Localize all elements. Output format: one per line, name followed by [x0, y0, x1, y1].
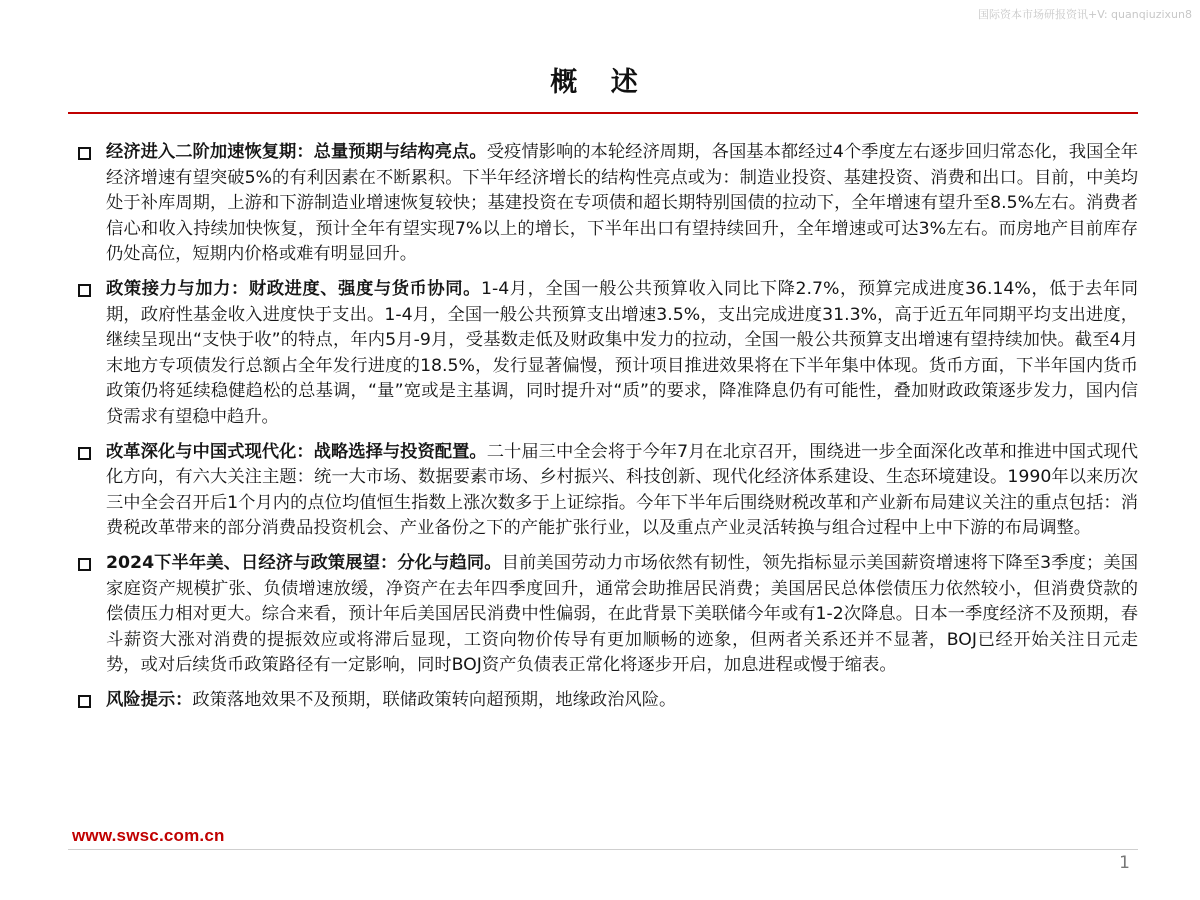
item-heading: 风险提示： — [106, 689, 193, 710]
square-bullet-icon — [78, 147, 91, 160]
page-number: 1 — [1119, 853, 1130, 873]
square-bullet-icon — [78, 447, 91, 460]
square-bullet-icon — [78, 284, 91, 297]
summary-item-us-japan — [76, 551, 1138, 679]
item-body: 二十届三中全会将于今年7月在北京召开，围绕进一步全面深化改革和推进中国式现代化方向，有六大关注主题：统一大市场、数据要素市场、乡村振兴、科技创新、现代化经济体系建设、生态环境建设。1990年以来历次三中全会召开后1个月内的点位均值恒生指数上涨次数多于上证综指。今年下半年后围绕财税改革和产业新布局建议关注的重点包括：消费税改革带来的部分消费品投资机会、产业备份之下的产能扩张行业，以及重点产业灵活转换与组合过程中上中下游的布局调整。 — [106, 441, 1138, 539]
page-title: 概 述 — [550, 67, 650, 98]
watermark-text: 国际资本市场研报资讯+V: quanqiuzixun8 — [977, 8, 1192, 21]
footer-divider — [68, 849, 1138, 850]
summary-item-risk — [76, 688, 1138, 714]
item-heading: 经济进入二阶加速恢复期：总量预期与结构亮点。 — [106, 142, 487, 162]
item-heading: 2024下半年美、日经济与政策展望：分化与趋同。 — [106, 552, 502, 573]
square-bullet-icon — [78, 695, 91, 708]
item-body: 政策落地效果不及预期，联储政策转向超预期，地缘政治风险。 — [192, 689, 677, 710]
summary-item-policy — [76, 277, 1138, 431]
item-heading: 改革深化与中国式现代化：战略选择与投资配置。 — [106, 441, 487, 462]
item-body: 受疫情影响的本轮经济周期，各国基本都经过4个季度左右逐步回归常态化，我国全年经济增速有望突破5%的有利因素在不断累积。下半年经济增长的结构性亮点或为：制造业投资、基建投资、消费和出口。目前，中美均处于补库周期，上游和下游制造业增速恢复较快；基建投资在专项债和超长期特别国债的拉动下，全年增速有望升至8.5%左右。消费者信心和收入持续加快恢复，预计全年有望实现7%以上的增长，下半年出口有望持续回升，全年增速或可达3%左右。而房地产目前库存仍处高位，短期内价格或难有明显回升。 — [106, 142, 1138, 265]
square-bullet-icon — [78, 558, 91, 571]
item-body: 1-4月，全国一般公共预算收入同比下降2.7%，预算完成进度36.14%，低于去年同期，政府性基金收入进度快于支出。1-4月，全国一般公共预算支出增速3.5%，支出完成进度31.3%，高于近五年同期平均支出进度，继续呈现出“支快于收”的特点，年内5月-9月，受基数走低及财政集中发力的拉动，全国一般公共预算支出增速有望持续加快。截至4月末地方专项债发行总额占全年发行进度的18.5%，发行显著偏慢，预计项目推进效果将在下半年集中体现。货币方面，下半年国内货币政策仍将延续稳健趋松的总基调，“量”宽或是主基调，同时提升对“质”的要求，降准降息仍有可能性，叠加财政政策逐步发力，国内信贷需求有望稳中趋升。 — [106, 278, 1138, 427]
item-body: 目前美国劳动力市场依然有韧性，领先指标显示美国薪资增速将下降至3季度；美国家庭资产规模扩张、负债增速放缓，净资产在去年四季度回升，通常会助推居民消费；美国居民总体偿债压力依然较小，但消费贷款的偿债压力相对更大。综合来看，预计年后美国居民消费中性偏弱，在此背景下美联储今年或有1-2次降息。日本一季度经济不及预期，春斗薪资大涨对消费的提振效应或将滞后显现，工资向物价传导有更加顺畅的迹象，但两者关系还并不显著，BOJ已经开始关注日元走势，或对后续货币政策路径有一定影响，同时BOJ资产负债表正常化将逐步开启，加息进程或慢于缩表。 — [106, 552, 1138, 676]
summary-item-reform — [76, 440, 1138, 542]
footer-website-link[interactable]: www.swsc.com.cn — [72, 826, 225, 845]
title-divider — [68, 112, 1138, 114]
summary-content — [76, 140, 1138, 722]
summary-item-economy — [76, 140, 1138, 268]
item-heading: 政策接力与加力：财政进度、强度与货币协同。 — [106, 278, 481, 299]
